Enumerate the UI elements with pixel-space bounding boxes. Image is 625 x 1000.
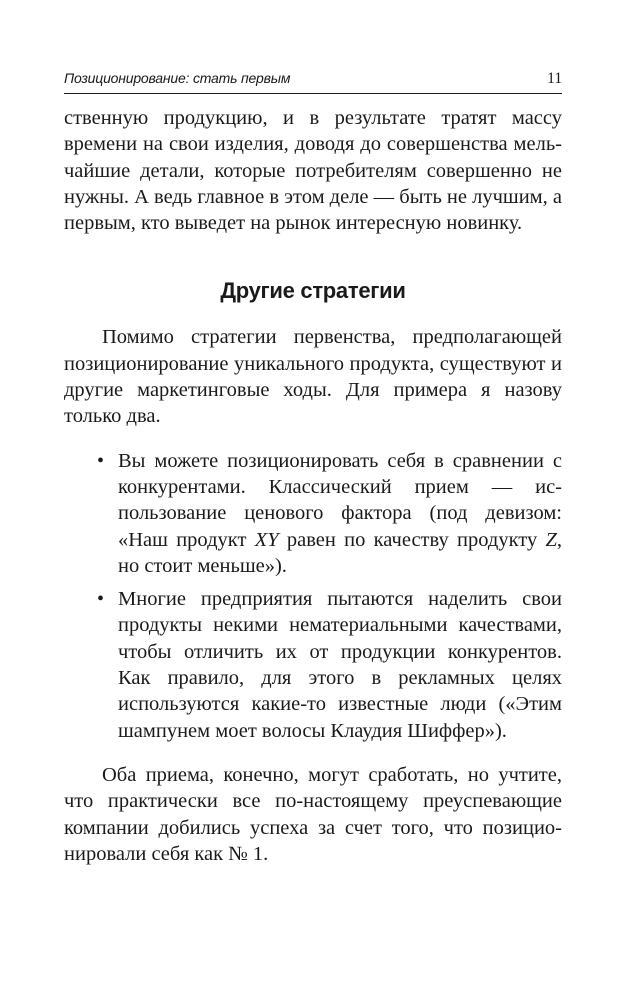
list-item-text: Многие предприятия пытаются наделить свои продукты некими нематериальными качествами, чтобы отличить их от продукции конкурентов. Как правило, для этого в рекламных целях используются какие-то известные люди («Этим шампунем моет волосы Клаудия Шиффер»). (118, 588, 562, 742)
bullet-list (64, 448, 562, 744)
product-variable-z: Z (545, 528, 557, 551)
running-header (64, 70, 562, 94)
list-item-text: равен по качеству продукту (278, 528, 546, 551)
product-variable-xy: XY (254, 528, 279, 551)
list-item-text: Вы можете позиционировать себя в сравнении с конкурентами. Классический прием — использование ценового фактора (под девизом: «Наш продукт (118, 449, 562, 551)
paragraph-conclusion: Оба приема, конечно, могут сработать, но учтите, что практически все по-настоящему преуспевающие компании добились успеха за счет того, что позиционировали себя как № 1. (64, 763, 562, 865)
section-heading: Другие стратегии (220, 278, 406, 304)
page-number: 11 (546, 70, 562, 87)
list-item (97, 448, 562, 579)
bullet-icon: • (97, 449, 105, 472)
list-item (97, 586, 562, 744)
list-item-text: , но стоит меньше»). (118, 528, 562, 577)
book-page (64, 70, 562, 867)
running-title: Позиционирование: стать первым (64, 70, 291, 86)
paragraph-continued: ственную продукцию, и в результате тратят массу времени на свои изделия, доводя до совершенства мельчайшие детали, которые потребителям совершенно не нужны. А ведь главное в этом деле — быть не лучшим, а первым, кто выведет на рынок интересную новинку. (64, 107, 562, 235)
bullet-icon: • (97, 588, 105, 611)
paragraph-intro: Помимо стратегии первенства, предполагающей позиционирование уникального продукта, существуют и другие маркетинговые ходы. Для примера я назову только два. (64, 326, 562, 428)
